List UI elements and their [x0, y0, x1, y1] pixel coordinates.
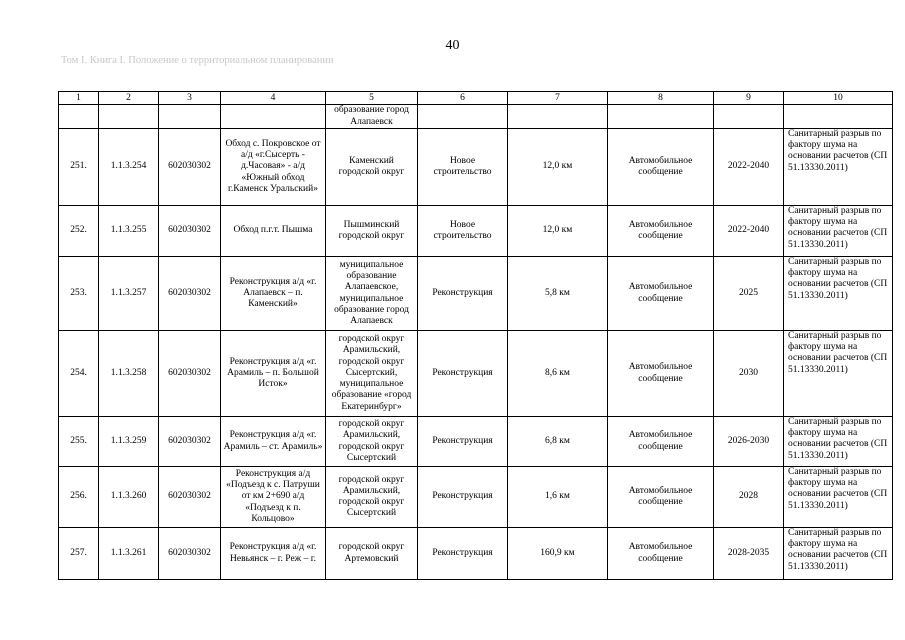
- cell-restriction-zone: Санитарный разрыв по фактору шума на основании расчетов (СП 51.13330.2011): [784, 467, 893, 528]
- cell-work-type: 6: [418, 92, 508, 105]
- cell-period: [714, 105, 784, 129]
- cell-period: 2030: [714, 331, 784, 417]
- cell-work-type: Новое строительство: [418, 206, 508, 257]
- cell-row-number: 257.: [59, 528, 99, 580]
- cell-object-code: 2: [99, 92, 159, 105]
- cell-object-name: Обход п.г.т. Пышма: [221, 206, 326, 257]
- cell-object-name: 4: [221, 92, 326, 105]
- cell-restriction-zone: Санитарный разрыв по фактору шума на основании расчетов (СП 51.13330.2011): [784, 528, 893, 580]
- cell-period: 2022-2040: [714, 129, 784, 206]
- running-header: Том I. Книга I. Положение о территориальном планировании: [61, 55, 334, 66]
- cell-object-code: 1.1.3.257: [99, 257, 159, 331]
- cell-location: городской округ Артемовский: [326, 528, 418, 580]
- table-row: [59, 105, 893, 129]
- cell-purpose: Автомобильное сообщение: [608, 417, 714, 467]
- cell-classifier-code: [159, 105, 221, 129]
- cell-object-name: Реконструкция а/д «г. Арамиль – п. Большой Исток»: [221, 331, 326, 417]
- cell-object-name: Реконструкция а/д «г. Алапаевск – п. Каменский»: [221, 257, 326, 331]
- cell-object-name: [221, 105, 326, 129]
- page-number: 40: [445, 38, 460, 53]
- cell-restriction-zone: 10: [784, 92, 893, 105]
- cell-classifier-code: 602030302: [159, 129, 221, 206]
- cell-work-type: Реконструкция: [418, 417, 508, 467]
- cell-classifier-code: 602030302: [159, 331, 221, 417]
- cell-period: 2028-2035: [714, 528, 784, 580]
- cell-restriction-zone: [784, 105, 893, 129]
- table-row: [59, 467, 893, 528]
- cell-classifier-code: 602030302: [159, 467, 221, 528]
- table-row: [59, 417, 893, 467]
- table-row: [59, 257, 893, 331]
- cell-object-name: Реконструкция а/д «Подъезд к с. Патруши от км 2+690 а/д «Подъезд к п. Кольцово»: [221, 467, 326, 528]
- table-row: [59, 331, 893, 417]
- cell-row-number: 252.: [59, 206, 99, 257]
- cell-object-code: 1.1.3.254: [99, 129, 159, 206]
- cell-object-code: 1.1.3.255: [99, 206, 159, 257]
- cell-restriction-zone: Санитарный разрыв по фактору шума на основании расчетов (СП 51.13330.2011): [784, 206, 893, 257]
- cell-row-number: [59, 105, 99, 129]
- cell-purpose: 8: [608, 92, 714, 105]
- cell-object-name: Обход с. Покровское от а/д «г.Сысерть - д.Часовая» - а/д «Южный обход г.Каменск Уральский»: [221, 129, 326, 206]
- cell-purpose: Автомобильное сообщение: [608, 206, 714, 257]
- cell-object-code: 1.1.3.258: [99, 331, 159, 417]
- cell-restriction-zone: Санитарный разрыв по фактору шума на основании расчетов (СП 51.13330.2011): [784, 129, 893, 206]
- cell-length: 160,9 км: [508, 528, 608, 580]
- cell-object-code: 1.1.3.259: [99, 417, 159, 467]
- cell-purpose: Автомобильное сообщение: [608, 331, 714, 417]
- cell-classifier-code: 3: [159, 92, 221, 105]
- cell-restriction-zone: Санитарный разрыв по фактору шума на основании расчетов (СП 51.13330.2011): [784, 331, 893, 417]
- cell-location: городской округ Арамильский, городской округ Сысертский: [326, 467, 418, 528]
- cell-object-code: [99, 105, 159, 129]
- cell-location: Пышминский городской округ: [326, 206, 418, 257]
- cell-length: [508, 105, 608, 129]
- cell-period: 2025: [714, 257, 784, 331]
- cell-work-type: Реконструкция: [418, 331, 508, 417]
- cell-row-number: 256.: [59, 467, 99, 528]
- cell-purpose: [608, 105, 714, 129]
- cell-location: 5: [326, 92, 418, 105]
- cell-object-code: 1.1.3.260: [99, 467, 159, 528]
- cell-length: 12,0 км: [508, 206, 608, 257]
- cell-work-type: Реконструкция: [418, 257, 508, 331]
- cell-object-name: Реконструкция а/д «г. Арамиль – ст. Арамиль»: [221, 417, 326, 467]
- cell-length: 12,0 км: [508, 129, 608, 206]
- cell-period: 2022-2040: [714, 206, 784, 257]
- cell-length: 6,8 км: [508, 417, 608, 467]
- cell-purpose: Автомобильное сообщение: [608, 467, 714, 528]
- cell-restriction-zone: Санитарный разрыв по фактору шума на основании расчетов (СП 51.13330.2011): [784, 417, 893, 467]
- cell-length: 7: [508, 92, 608, 105]
- cell-location: Каменский городской округ: [326, 129, 418, 206]
- cell-purpose: Автомобильное сообщение: [608, 528, 714, 580]
- column-number-row: [59, 92, 893, 105]
- cell-location: городской округ Арамильский, городской округ Сысертский, муниципальное образование «город Екатеринбург»: [326, 331, 418, 417]
- cell-work-type: [418, 105, 508, 129]
- planning-table: [58, 91, 893, 580]
- cell-classifier-code: 602030302: [159, 206, 221, 257]
- table-body: [59, 92, 893, 580]
- cell-location: муниципальное образование Алапаевское, муниципальное образование город Алапаевск: [326, 257, 418, 331]
- cell-period: 2028: [714, 467, 784, 528]
- cell-row-number: 1: [59, 92, 99, 105]
- cell-work-type: Реконструкция: [418, 467, 508, 528]
- cell-length: 1,6 км: [508, 467, 608, 528]
- table-row: [59, 206, 893, 257]
- cell-work-type: Реконструкция: [418, 528, 508, 580]
- cell-classifier-code: 602030302: [159, 257, 221, 331]
- cell-row-number: 255.: [59, 417, 99, 467]
- cell-period: 9: [714, 92, 784, 105]
- cell-restriction-zone: Санитарный разрыв по фактору шума на основании расчетов (СП 51.13330.2011): [784, 257, 893, 331]
- cell-object-name: Реконструкция а/д «г. Невьянск – г. Реж – г.: [221, 528, 326, 580]
- cell-classifier-code: 602030302: [159, 417, 221, 467]
- cell-location: образование город Алапаевск: [326, 105, 418, 129]
- cell-object-code: 1.1.3.261: [99, 528, 159, 580]
- cell-period: 2026-2030: [714, 417, 784, 467]
- cell-purpose: Автомобильное сообщение: [608, 129, 714, 206]
- cell-classifier-code: 602030302: [159, 528, 221, 580]
- cell-location: городской округ Арамильский, городской округ Сысертский: [326, 417, 418, 467]
- cell-row-number: 254.: [59, 331, 99, 417]
- cell-purpose: Автомобильное сообщение: [608, 257, 714, 331]
- cell-work-type: Новое строительство: [418, 129, 508, 206]
- table-row: [59, 528, 893, 580]
- table-row: [59, 129, 893, 206]
- cell-row-number: 251.: [59, 129, 99, 206]
- cell-length: 8,6 км: [508, 331, 608, 417]
- cell-row-number: 253.: [59, 257, 99, 331]
- cell-length: 5,8 км: [508, 257, 608, 331]
